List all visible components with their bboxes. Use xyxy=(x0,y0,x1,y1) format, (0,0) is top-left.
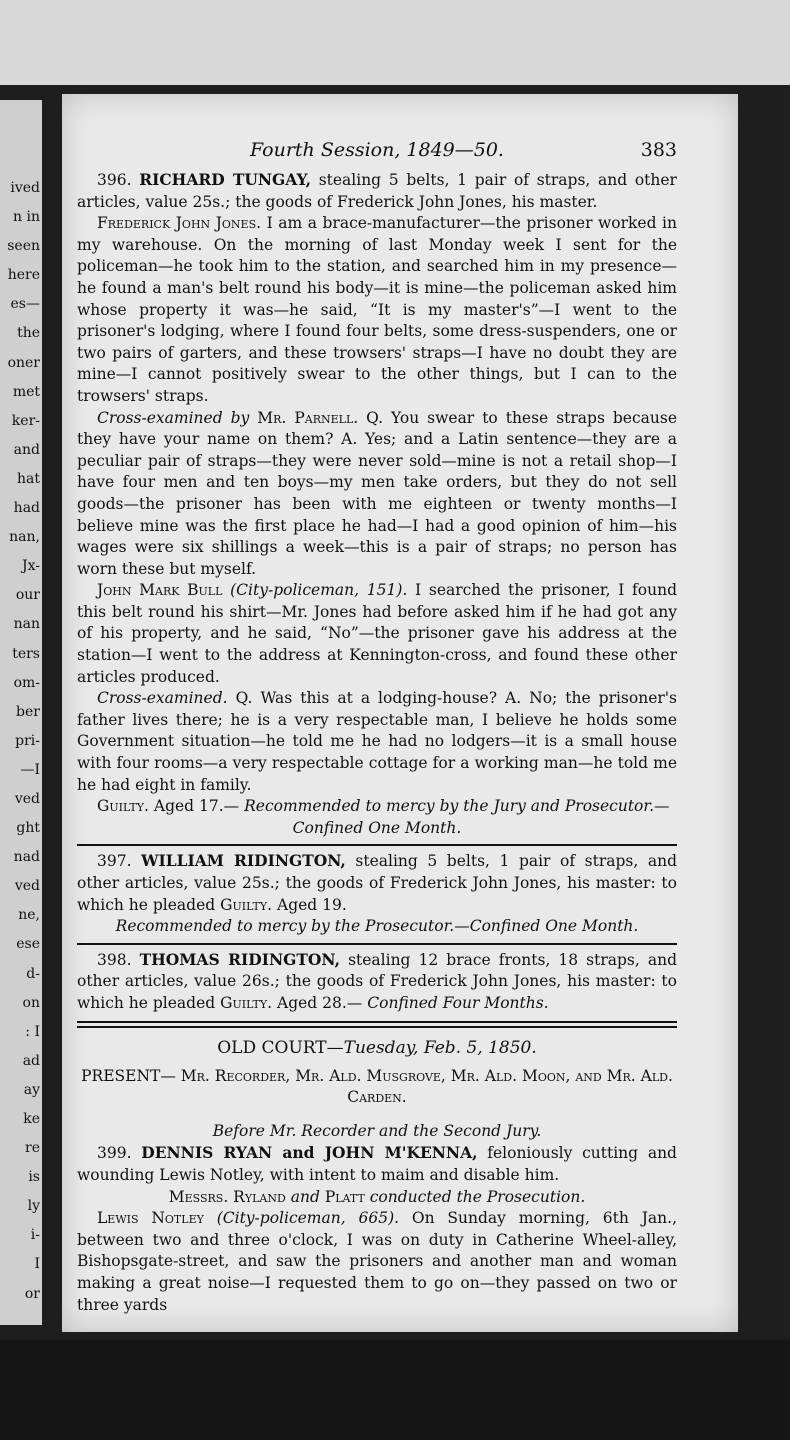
book-page xyxy=(62,94,738,1332)
case-398 xyxy=(77,949,677,1015)
recommendation: Recommended to mercy by the Jury and Prosecutor.— xyxy=(244,797,670,816)
cross-examination xyxy=(77,408,677,581)
margin-fragment: es— xyxy=(10,296,40,312)
margin-fragment: seen xyxy=(7,238,40,254)
witness-testimony xyxy=(77,580,677,688)
prosecution-suffix: conducted the Prosecution. xyxy=(369,1187,586,1206)
margin-fragment: ters xyxy=(12,646,40,662)
case-399-heading xyxy=(77,1142,677,1186)
cross-text: Q. Was this at a lodging-house? A. No; the prisoner's father lives there; he is a very respectable man, I believe he holds some Government situation—he told me he had no lodgers—it is a small house with four rooms—a very respectable cottage for a working man—he told me he had eight in family. xyxy=(77,689,678,794)
case-399 xyxy=(77,1142,677,1316)
page-header xyxy=(77,139,677,169)
testimony-text: I searched the prisoner, I found this belt round his shirt—Mr. Jones had before asked him if he had got any of his property, and he said, “No”—the prisoner gave his address at the station—I went to the address at Kennington-cross, and found these other articles produced. xyxy=(77,581,677,686)
sentence: Confined Four Months. xyxy=(367,993,549,1012)
margin-fragment: the xyxy=(17,325,40,341)
margin-fragment: ad xyxy=(22,1053,40,1069)
charge-text: stealing 12 brace fronts, 18 straps, and other articles, value 26s.; the goods of Frederick John Jones, his master: to which he pleaded xyxy=(77,950,677,1012)
counsel-name: Mr. Parnell. xyxy=(257,408,359,427)
margin-fragment: re xyxy=(25,1140,40,1156)
testimony-text: I am a brace-manufacturer—the prisoner worked in my warehouse. On the morning of last Monday week I sent for the policeman—he took him to the station, and searched him in my presence—he found a man's belt round his body—it is mine—the policeman asked him whose property it was—he said, “It is my master's”—I went to the prisoner's lodging, where I found four belts, some dress-suspenders, one or two pairs of garters, and these trowsers' straps—I have no doubt they are mine—I cannot positively swear to the other things, but I can to the trowsers' straps. xyxy=(77,214,677,405)
verdict: Guilty. xyxy=(220,993,273,1012)
witness-role: (City-policeman, 665). xyxy=(216,1209,400,1228)
prosecution-line xyxy=(77,1187,677,1209)
defendant-name: WILLIAM RIDINGTON, xyxy=(141,851,346,871)
page-content xyxy=(77,139,677,1316)
page-number: 383 xyxy=(640,139,677,161)
case-397 xyxy=(77,850,677,937)
margin-fragment: ly xyxy=(27,1198,40,1214)
margin-fragment: I xyxy=(34,1256,40,1272)
age: Aged 19. xyxy=(277,895,347,914)
before-line xyxy=(77,1121,677,1143)
margin-fragment: oner xyxy=(7,355,40,371)
margin-fragment: ved xyxy=(14,878,40,894)
before-text: Before Mr. Recorder and the Second Jury. xyxy=(212,1121,542,1140)
charge-text: stealing 5 belts, 1 pair of straps, and other articles, value 25s.; the goods of Frederick John Jones, his master: to which he pleaded xyxy=(77,852,677,914)
margin-fragment: d- xyxy=(26,966,40,982)
charge-text: feloniously cutting and wounding Lewis Notley, with intent to maim and disable him. xyxy=(77,1144,677,1184)
sentence-line xyxy=(77,818,677,840)
margin-fragment: or xyxy=(24,1286,40,1302)
sentence-line xyxy=(77,916,677,938)
margin-fragment: ght xyxy=(16,820,40,836)
margin-fragment: ese xyxy=(16,936,40,952)
cross-label: Cross-examined by xyxy=(97,408,250,427)
witness-name: Frederick John Jones. xyxy=(97,214,262,233)
present-line xyxy=(77,1066,677,1109)
age: Aged 28.— xyxy=(277,993,363,1012)
margin-fragment: nan, xyxy=(9,529,40,545)
age: Aged 17.— xyxy=(153,797,240,816)
case-number: 399. xyxy=(97,1144,132,1163)
cross-text: Q. You swear to these straps because they have your name on them? A. Yes; and a Latin sentence—they are a peculiar pair of straps—they were never sold—mine is not a retail shop—I have four men and ten boys—my men take orders, but they do not sell goods—the prisoner has been with me eighteen or twenty months—I believe mine was the first place he had—I had a good opinion of him—his wages were six shillings a week—this is a pair of straps; no person has worn these but myself. xyxy=(77,408,678,578)
margin-fragment: i- xyxy=(30,1227,40,1243)
charge-text: stealing 5 belts, 1 pair of straps, and other articles, value 25s.; the goods of Frederick John Jones, his master. xyxy=(77,171,677,211)
margin-fragment: ber xyxy=(16,704,40,720)
margin-fragment: and xyxy=(13,442,40,458)
witness-name: Lewis Notley xyxy=(97,1209,204,1228)
counsel-name-2: Platt xyxy=(324,1187,365,1206)
recommendation: Recommended to mercy by the Prosecutor.—Confined One Month. xyxy=(115,917,639,936)
margin-fragment: ne, xyxy=(18,907,40,923)
case-396-heading xyxy=(77,169,677,213)
cross-label: Cross-examined. xyxy=(97,689,228,708)
divider xyxy=(77,844,677,846)
case-396 xyxy=(77,169,677,839)
margin-fragment: ke xyxy=(23,1111,40,1127)
margin-fragment: —I xyxy=(20,762,40,778)
background-bottom xyxy=(0,1340,790,1440)
margin-fragment: here xyxy=(7,267,40,283)
sentence: Confined One Month. xyxy=(292,818,462,837)
defendant-name: RICHARD TUNGAY, xyxy=(139,170,311,189)
court-heading xyxy=(77,1038,677,1058)
present-text: Mr. Recorder, Mr. Ald. Musgrove, Mr. Ald. Moon, and Mr. Ald. Carden. xyxy=(180,1066,673,1107)
witness-role: (City-policeman, 151). xyxy=(230,581,408,600)
margin-fragment: nan xyxy=(13,616,40,632)
background-top xyxy=(0,0,790,85)
margin-fragment: ved xyxy=(14,791,40,807)
defendant-names: DENNIS RYAN and JOHN M'KENNA, xyxy=(141,1143,478,1163)
margin-fragment: ay xyxy=(23,1082,40,1098)
court-date: Tuesday, Feb. 5, 1850. xyxy=(343,1037,537,1058)
margin-fragment: met xyxy=(12,384,40,400)
testimony-text: On Sunday morning, 6th Jan., between two and three o'clock, I was on duty in Catherine Wheel-alley, Bishopsgate-street, and saw the prisoners and another man and woman making a great noise—I requested them to go on—they passed on two or three yards xyxy=(77,1209,677,1314)
prosecution-and: and xyxy=(290,1187,320,1206)
margin-fragment: hat xyxy=(17,471,40,487)
present-label: PRESENT— xyxy=(81,1066,176,1085)
margin-fragment: Jx- xyxy=(22,558,40,574)
margin-fragment: pri- xyxy=(15,733,40,749)
cross-examination xyxy=(77,688,677,796)
running-title: Fourth Session, 1849—50. xyxy=(250,139,504,161)
case-number: 396. xyxy=(97,171,132,189)
case-number: 398. xyxy=(97,950,132,969)
divider xyxy=(77,943,677,945)
case-number: 397. xyxy=(97,852,132,871)
margin-fragment: ived xyxy=(10,180,40,196)
case-398-heading xyxy=(77,949,677,1015)
witness-testimony xyxy=(77,213,677,407)
margin-fragment: on xyxy=(22,995,40,1011)
witness-testimony xyxy=(77,1208,677,1316)
verdict: Guilty. xyxy=(220,895,273,914)
margin-fragment: nad xyxy=(13,849,40,865)
margin-fragment: n in xyxy=(13,209,40,225)
case-397-heading xyxy=(77,850,677,916)
verdict-line xyxy=(77,796,677,818)
margin-fragment: : I xyxy=(25,1024,40,1040)
verdict: Guilty. xyxy=(97,797,149,816)
witness-name: John Mark Bull xyxy=(97,581,223,600)
counsel-name: Messrs. Ryland xyxy=(168,1187,286,1206)
margin-fragment: is xyxy=(28,1169,40,1185)
double-divider xyxy=(77,1021,677,1028)
defendant-name: THOMAS RIDINGTON, xyxy=(139,949,340,969)
margin-fragment: om- xyxy=(13,675,40,691)
court-name: OLD COURT— xyxy=(217,1037,344,1058)
left-page-margin xyxy=(0,100,42,1325)
margin-fragment: ker- xyxy=(11,413,40,429)
margin-fragment: had xyxy=(13,500,40,516)
margin-fragment: our xyxy=(15,587,40,603)
